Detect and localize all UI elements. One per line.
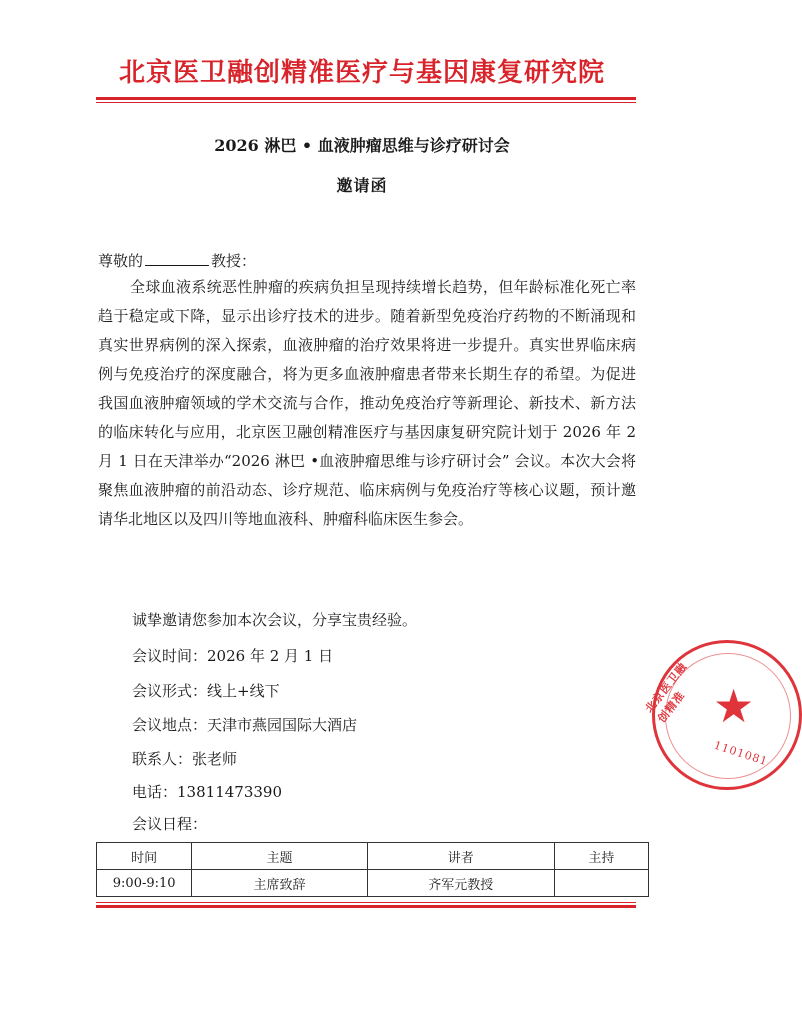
contact-phone-label: 电话： — [132, 783, 178, 801]
seal-text: 北京医卫融创精准 — [642, 659, 690, 726]
agenda-cell-time: 9:00-9:10 — [97, 870, 192, 897]
meeting-format — [132, 680, 280, 701]
contact-phone-value: 13811473390 — [177, 783, 282, 801]
contact-phone — [132, 781, 282, 802]
footer-rule-thin — [96, 902, 636, 903]
meeting-time-label: 会议时间： — [132, 647, 208, 665]
agenda-header-speaker: 讲者 — [367, 843, 554, 870]
meeting-time — [132, 645, 333, 666]
agenda-header-row — [97, 843, 649, 870]
header-rule-thin — [96, 102, 636, 103]
invitation-body: 全球血液系统恶性肿瘤的疾病负担呈现持续增长趋势，但年龄标准化死亡率趋于稳定或下降，显示出诊疗技术的进步。随着新型免疫治疗药物的不断涌现和真实世界病例的深入探索，血液肿瘤的治疗效果将进一步提升。真实世界临床病例与免疫治疗的深度融合，将为更多血液肿瘤患者带来长期生存的希望。为促进我国血液肿瘤领域的学术交流与合作，推动免疫治疗等新理论、新技术、新方法的临床转化与应用，北京医卫融创精准医疗与基因康复研究院计划于 2026 年 2 月 1 日在天津举办“2026 淋巴 •血液肿瘤思维与诊疗研讨会” 会议。本次大会将聚焦血液肿瘤的前沿动态、诊疗规范、临床病例与免疫治疗等核心议题，预计邀请华北地区以及四川等地血液科、肿瘤科临床医生参会。 — [98, 278, 636, 528]
greeting-prefix: 尊敬的 — [98, 252, 144, 270]
meeting-venue-label: 会议地点： — [132, 716, 208, 734]
table-row — [97, 870, 649, 897]
agenda-cell-host — [554, 870, 648, 897]
agenda-header-host: 主持 — [554, 843, 648, 870]
contact-person-value: 张老师 — [192, 750, 238, 768]
organization-letterhead: 北京医卫融创精准医疗与基因康复研究院 — [118, 58, 605, 88]
agenda-cell-topic: 主席致辞 — [192, 870, 367, 897]
official-seal — [642, 640, 802, 790]
agenda-cell-speaker: 齐军元教授 — [367, 870, 554, 897]
meeting-venue — [132, 714, 357, 735]
meeting-time-value: 2026 年 2 月 1 日 — [207, 647, 334, 665]
invitation-sentence: 诚挚邀请您参加本次会议，分享宝贵经验。 — [132, 611, 418, 629]
conference-title: 2026 淋巴 • 血液肿瘤思维与诊疗研讨会 — [214, 136, 510, 155]
contact-person — [132, 748, 237, 769]
agenda-label: 会议日程： — [132, 815, 208, 833]
seal-code: 1101081 — [712, 738, 770, 769]
seal-star-icon: ★ — [713, 679, 755, 733]
agenda-header-topic: 主题 — [192, 843, 367, 870]
meeting-format-value: 线上+线下 — [207, 682, 280, 700]
contact-person-label: 联系人： — [132, 750, 193, 768]
agenda-header-time: 时间 — [97, 843, 192, 870]
footer-rule-thick — [96, 905, 636, 908]
header-rule-thick — [96, 97, 636, 100]
meeting-venue-value: 天津市燕园国际大酒店 — [207, 716, 358, 734]
meeting-format-label: 会议形式： — [132, 682, 208, 700]
greeting — [98, 250, 256, 271]
agenda-table — [96, 842, 649, 897]
document-type: 邀请函 — [336, 176, 388, 195]
greeting-suffix: 教授： — [211, 252, 257, 270]
name-blank-line — [145, 251, 209, 266]
